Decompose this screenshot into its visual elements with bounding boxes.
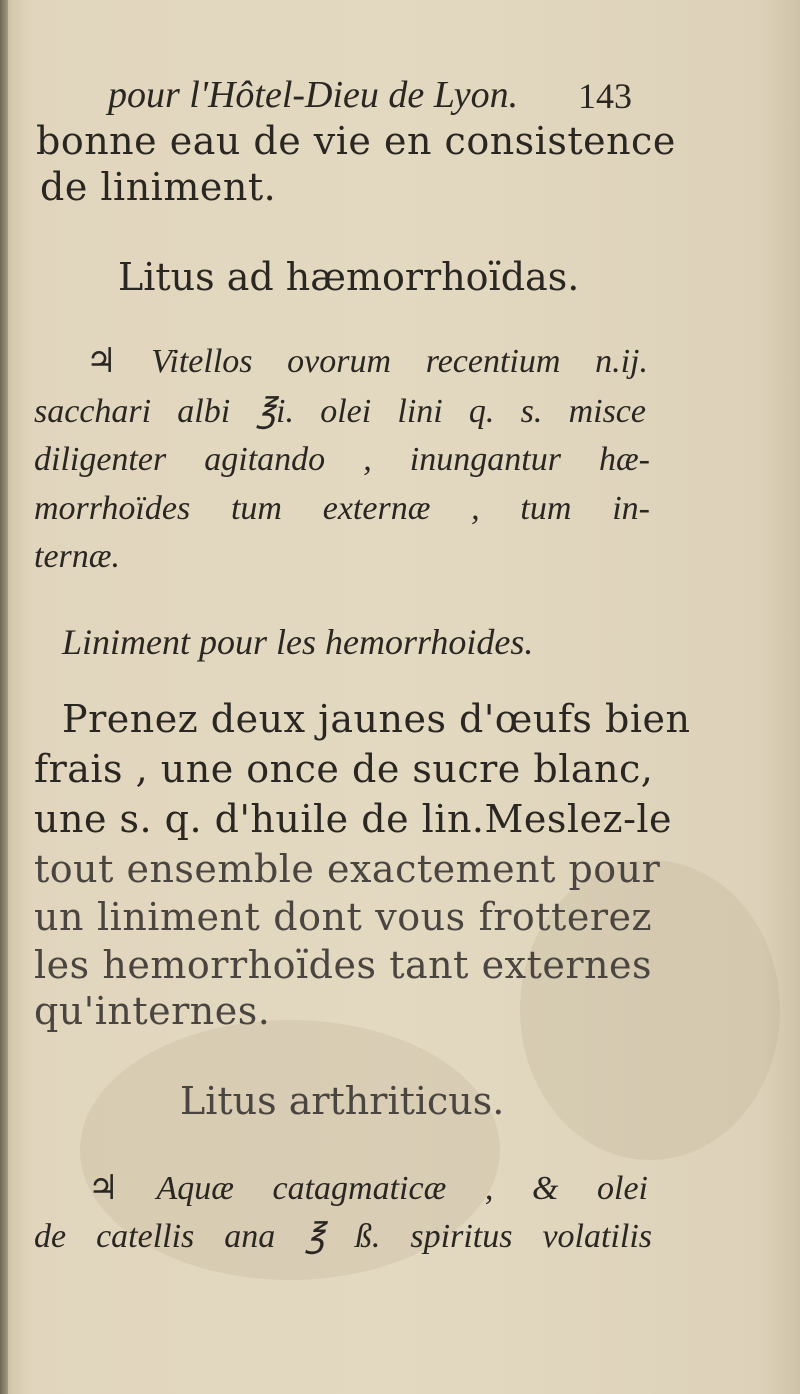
body-line: frais , une once de sucre blanc, (34, 747, 654, 791)
body-line: Prenez deux jaunes d'œufs bien (62, 697, 691, 741)
body-line: de liniment. (40, 165, 277, 209)
recipe-line: ternæ. (34, 538, 120, 575)
section-title: Liniment pour les hemorrhoides. (62, 622, 534, 662)
body-line: tout ensemble exactement pour (34, 847, 661, 891)
recipe-line: morrhoïdes tum externæ , tum in- (34, 490, 650, 527)
body-line: une s. q. d'huile de lin.Meslez-le (34, 797, 673, 841)
section-title: Litus arthriticus. (180, 1079, 505, 1123)
body-line: un liniment dont vous frotterez (34, 895, 652, 939)
body-line: bonne eau de vie en consistence (36, 119, 676, 163)
recipe-line: sacchari albi ℥i. olei lini q. s. misce (34, 393, 646, 430)
recipe-line: ♃ Vitellos ovorum recentium n.ij. (86, 343, 648, 380)
recipe-line: diligenter agitando , inungantur hæ- (34, 441, 650, 478)
body-line: qu'internes. (34, 989, 271, 1033)
running-title: pour l'Hôtel-Dieu de Lyon. (108, 74, 519, 116)
body-line: les hemorrhoïdes tant externes (34, 943, 652, 987)
recipe-line: ♃ Aquæ catagmaticæ , & olei (88, 1170, 648, 1207)
page-number: 143 (578, 76, 632, 116)
recipe-line: de catellis ana ℥ ß. spiritus volatilis (34, 1218, 652, 1255)
section-title: Litus ad hæmorrhoïdas. (118, 255, 580, 299)
